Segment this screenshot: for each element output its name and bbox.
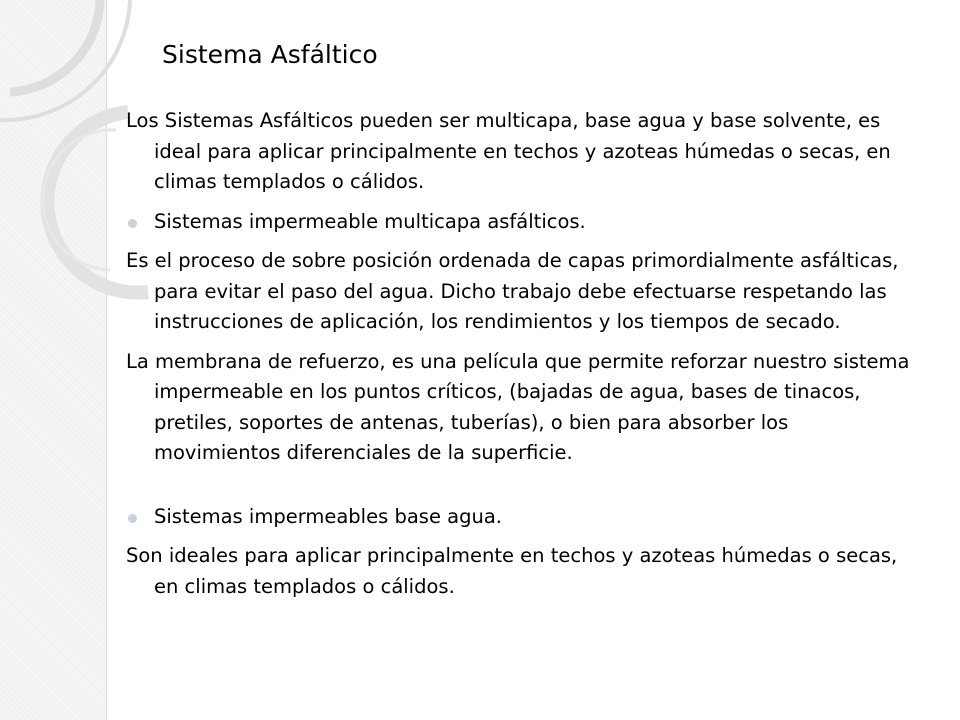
- slide-title: Sistema Asfáltico: [162, 40, 378, 69]
- bullet-dot-icon: [128, 219, 137, 228]
- bullet-item: [126, 207, 916, 238]
- body-paragraph: Son ideales para aplicar principalmente en techos y azoteas húmedas o secas, en climas templados o cálidos.: [126, 544, 898, 598]
- bullet-dot-icon: [128, 514, 137, 523]
- body-paragraph: Es el proceso de sobre posición ordenada de capas primordialmente asfálticas, para evitar el paso del agua. Dicho trabajo debe efectuarse respetando las instrucciones de aplicación, los rendimientos y los tiempos de secado.: [126, 249, 899, 333]
- spacer: [126, 478, 916, 502]
- bullet-text: Sistemas impermeable multicapa asfálticos.: [154, 209, 586, 233]
- bullet-item: [126, 502, 916, 533]
- bullet-text: Sistemas impermeables base agua.: [154, 504, 502, 528]
- decorative-arc-top-outer: [0, 0, 130, 120]
- body-paragraph: Los Sistemas Asfálticos pueden ser multicapa, base agua y base solvente, es ideal para aplicar principalmente en techos y azoteas húmedas o secas, en climas templados o cálidos.: [126, 109, 891, 193]
- body-paragraph: La membrana de refuerzo, es una película que permite reforzar nuestro sistema impermeable en los puntos críticos, (bajadas de agua, bases de tinacos, pretiles, soportes de antenas, tuberías), o bien para absorber los movimientos diferenciales de la superficie.: [126, 349, 910, 464]
- slide-body: [126, 106, 916, 611]
- decorative-arc-top: [10, 0, 100, 92]
